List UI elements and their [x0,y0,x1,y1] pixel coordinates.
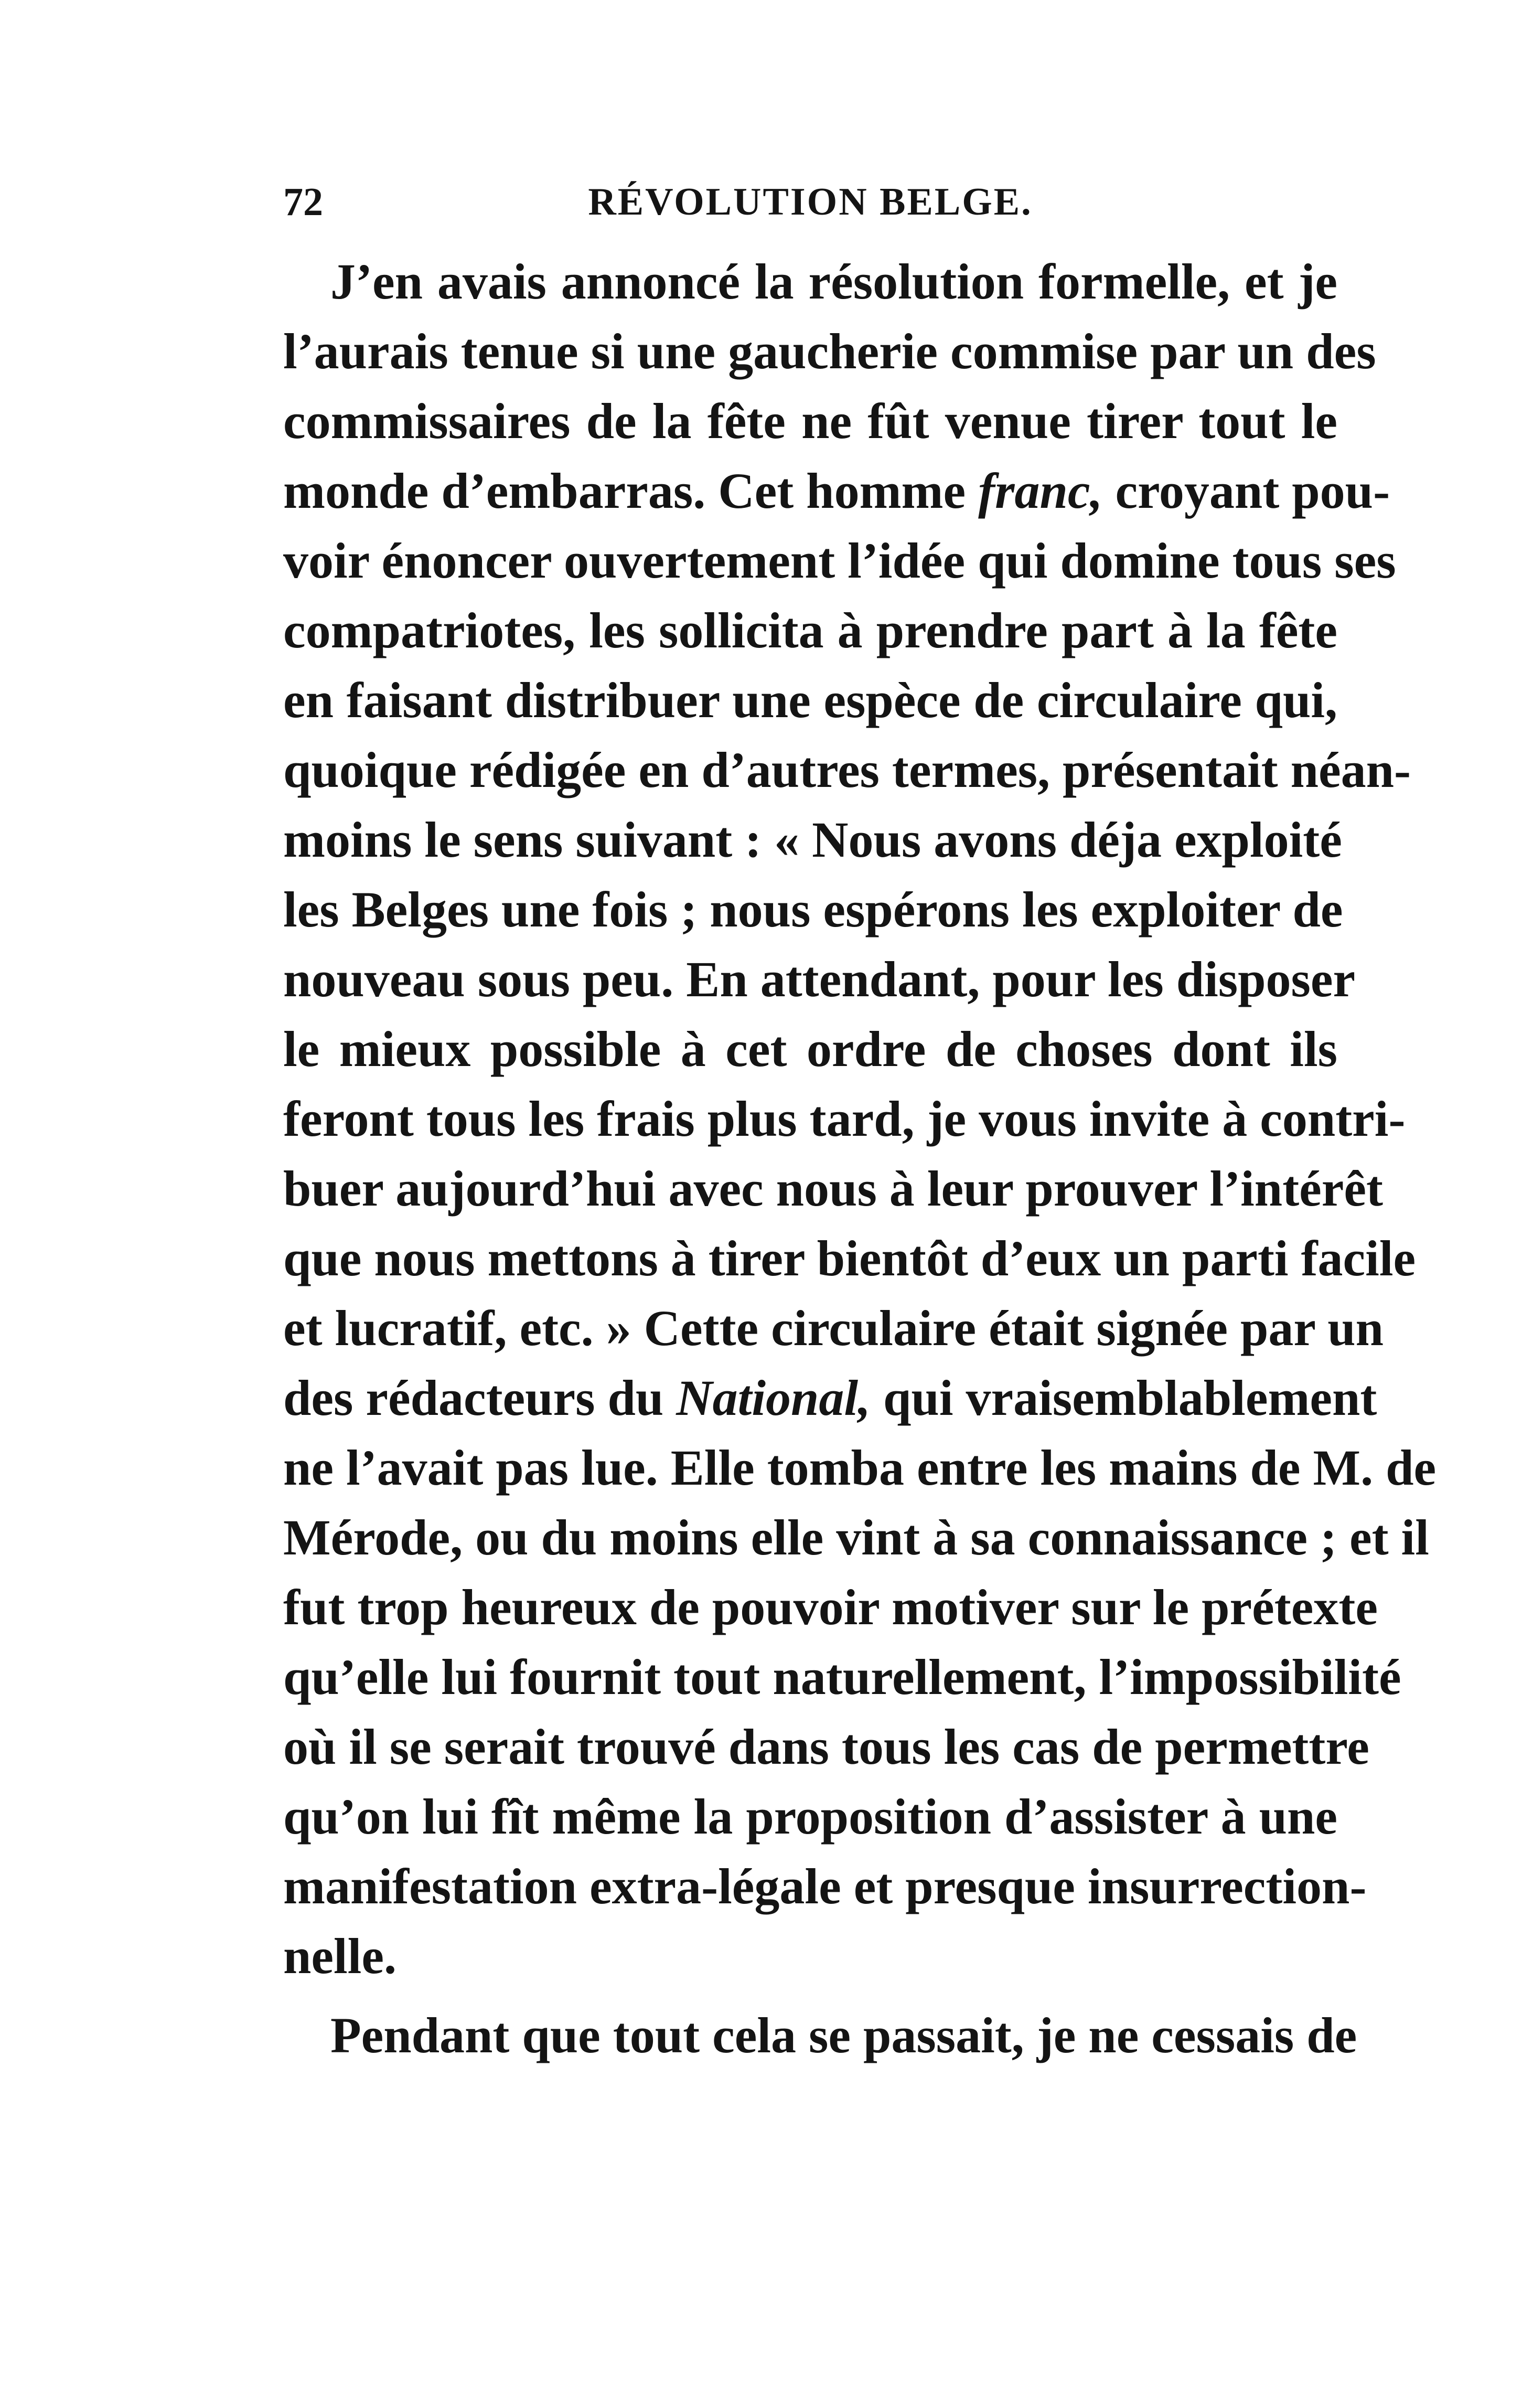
text-line [283,1154,1383,1223]
text-segment: les Belges une fois ; nous espérons les exploiter de [283,881,1343,937]
text-segment: nouveau sous peu. En attendant, pour les disposer [283,951,1356,1007]
text-segment: le mieux possible à cet ordre de choses dont ils [283,1021,1337,1077]
header-title: RÉVOLUTION BELGE. [588,180,1033,223]
text-line [283,1363,1377,1433]
body-text [283,247,1437,2070]
text-segment: Mérode, ou du moins elle vint à sa connaissance ; et il [283,1509,1429,1565]
text-line [283,805,1342,875]
text-segment: des rédacteurs du [283,1370,677,1426]
text-line [283,1014,1337,1084]
text-segment: en faisant distribuer une espèce de circulaire qui, [283,672,1337,728]
text-segment: fut trop heureux de pouvoir motiver sur le prétexte [283,1579,1378,1635]
text-line [283,247,1337,316]
text-segment: manifestation extra-légale et presque insurrection- [283,1858,1367,1914]
text-line [283,735,1411,805]
text-segment: buer aujourd’hui avec nous à leur prouver l’intérêt [283,1160,1383,1217]
text-segment: nelle. [283,1928,396,1984]
text-segment: moins le sens suivant : « Nous avons déja exploité [283,812,1342,868]
text-line [283,1712,1369,1782]
text-line [283,2000,1357,2070]
text-line [283,316,1376,386]
paragraph-gap [283,1991,1337,2000]
text-line [283,386,1337,456]
text-line [283,1782,1337,1851]
text-segment: compatriotes, les sollicita à prendre part à la fête [283,602,1337,658]
text-segment: feront tous les frais plus tard, je vous invite à contri- [283,1091,1406,1147]
text-line [283,1293,1384,1363]
text-segment: croyant pou- [1102,463,1390,519]
text-segment: que nous mettons à tirer bientôt d’eux un parti facile [283,1230,1416,1286]
text-line [283,875,1343,944]
text-line [283,1223,1416,1293]
text-line [283,595,1337,665]
text-line [283,1572,1378,1642]
text-segment: qu’on lui fît même la proposition d’assister à une [283,1788,1337,1845]
text-segment: où il se serait trouvé dans tous les cas de permettre [283,1719,1369,1775]
text-line [283,665,1337,735]
text-line [283,1503,1429,1572]
text-line [283,1642,1401,1712]
text-segment: monde d’embarras. Cet homme [283,463,979,519]
text-line [283,1433,1437,1503]
text-segment: Pendant que tout cela se passait, je ne cessais de [330,2007,1357,2063]
text-segment: et lucratif, etc. » Cette circulaire était signée par un [283,1300,1384,1356]
italic-emphasis: franc, [978,463,1103,519]
running-head [283,173,1337,231]
text-line [283,944,1356,1014]
text-segment: J’en avais annoncé la résolution formelle, et je [330,253,1337,310]
text-segment: quoique rédigée en d’autres termes, présentait néan- [283,742,1411,798]
text-segment: qui vraisemblablement [871,1370,1377,1426]
text-segment: qu’elle lui fournit tout naturellement, l’impossibilité [283,1649,1401,1705]
text-line [283,1851,1367,1921]
text-segment: voir énoncer ouvertement l’idée qui domine tous ses [283,532,1396,589]
italic-emphasis: National, [676,1370,871,1426]
text-line [283,456,1390,526]
text-segment: ne l’avait pas lue. Elle tomba entre les mains de M. de [283,1440,1437,1496]
text-line [283,1084,1406,1154]
paragraph [283,247,1437,1991]
paragraph [283,2000,1357,2070]
text-segment: l’aurais tenue si une gaucherie commise par un des [283,323,1376,379]
text-line [283,1921,1337,1991]
text-segment: commissaires de la fête ne fût venue tirer tout le [283,393,1337,449]
text-line [283,526,1396,595]
page-number: 72 [283,180,323,224]
